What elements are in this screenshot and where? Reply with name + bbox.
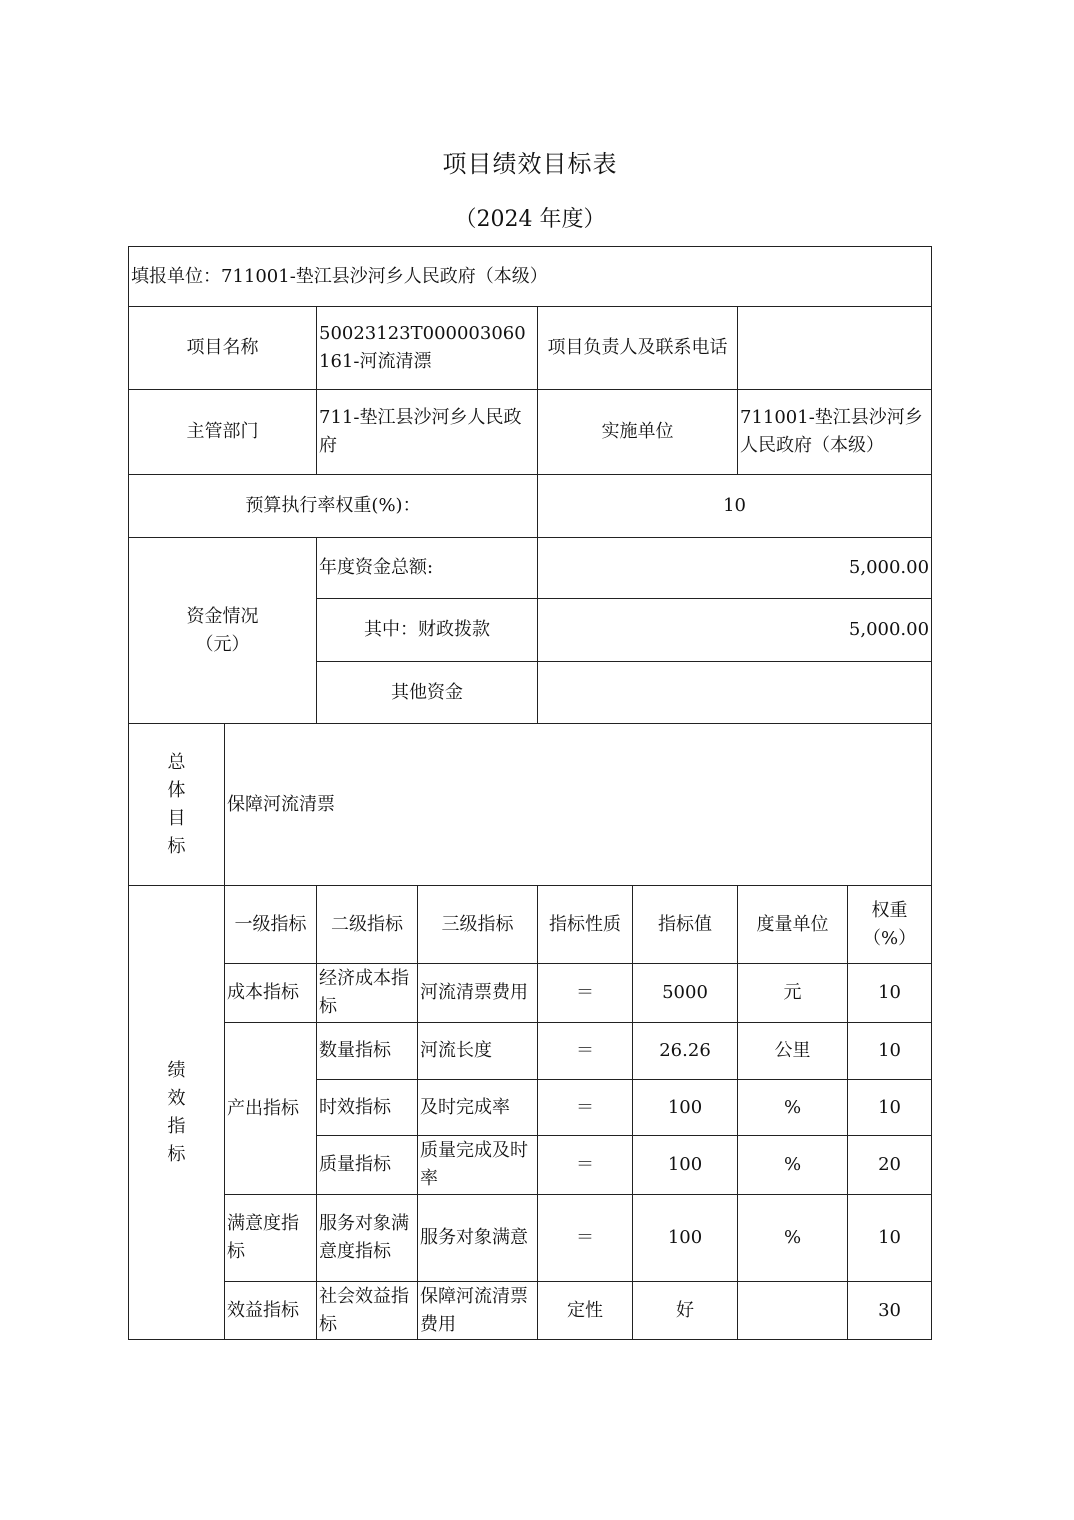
budget-weight-label: 预算执行率权重(%)： bbox=[129, 475, 538, 538]
funds-other-value bbox=[538, 662, 932, 724]
cell-unit bbox=[738, 1282, 848, 1340]
budget-weight-value: 10 bbox=[538, 475, 932, 538]
funds-other-label: 其他资金 bbox=[317, 662, 538, 724]
cell-level2: 时效指标 bbox=[317, 1080, 418, 1136]
cell-level3: 服务对象满意 bbox=[418, 1195, 538, 1282]
cell-weight: 20 bbox=[848, 1136, 932, 1195]
cell-value: 好 bbox=[633, 1282, 738, 1340]
impl-label: 实施单位 bbox=[538, 390, 738, 475]
cell-level2: 质量指标 bbox=[317, 1136, 418, 1195]
cell-weight: 10 bbox=[848, 964, 932, 1023]
header-unit: 度量单位 bbox=[738, 886, 848, 964]
project-row bbox=[129, 307, 932, 390]
dept-row bbox=[129, 390, 932, 475]
cell-level1: 成本指标 bbox=[225, 964, 317, 1023]
budget-weight-row bbox=[129, 475, 932, 538]
indicator-header-row bbox=[129, 886, 932, 964]
table-row bbox=[129, 964, 932, 1023]
cell-weight: 10 bbox=[848, 1023, 932, 1080]
overall-goal-row bbox=[129, 724, 932, 886]
funds-label: 资金情况（元） bbox=[129, 538, 317, 724]
cell-unit: % bbox=[738, 1195, 848, 1282]
table-row bbox=[129, 1282, 932, 1340]
unit-row bbox=[129, 247, 932, 307]
table-row bbox=[129, 1195, 932, 1282]
cell-weight: 10 bbox=[848, 1195, 932, 1282]
cell-weight: 10 bbox=[848, 1080, 932, 1136]
header-weight: 权重（%） bbox=[848, 886, 932, 964]
header-value: 指标值 bbox=[633, 886, 738, 964]
perf-label: 绩效指标 bbox=[129, 886, 225, 1340]
cell-value: 100 bbox=[633, 1195, 738, 1282]
header-level2: 二级指标 bbox=[317, 886, 418, 964]
page-title: 项目绩效目标表 bbox=[442, 150, 618, 178]
overall-goal-value: 保障河流清票 bbox=[225, 724, 932, 886]
cell-unit: % bbox=[738, 1080, 848, 1136]
cell-nature: ＝ bbox=[538, 1195, 633, 1282]
cell-value: 100 bbox=[633, 1136, 738, 1195]
cell-nature: ＝ bbox=[538, 964, 633, 1023]
impl-value: 711001-垫江县沙河乡人民政府（本级） bbox=[738, 390, 932, 475]
contact-label: 项目负责人及联系电话 bbox=[538, 307, 738, 390]
cell-level2: 经济成本指标 bbox=[317, 964, 418, 1023]
cell-level3: 河流清票费用 bbox=[418, 964, 538, 1023]
cell-weight: 30 bbox=[848, 1282, 932, 1340]
dept-value: 711-垫江县沙河乡人民政府 bbox=[317, 390, 538, 475]
cell-unit: 公里 bbox=[738, 1023, 848, 1080]
cell-level1: 满意度指标 bbox=[225, 1195, 317, 1282]
dept-label: 主管部门 bbox=[129, 390, 317, 475]
cell-level2: 数量指标 bbox=[317, 1023, 418, 1080]
cell-value: 5000 bbox=[633, 964, 738, 1023]
cell-nature: ＝ bbox=[538, 1136, 633, 1195]
cell-unit: % bbox=[738, 1136, 848, 1195]
cell-nature: 定性 bbox=[538, 1282, 633, 1340]
cell-value: 26.26 bbox=[633, 1023, 738, 1080]
funds-total-value: 5,000.00 bbox=[538, 538, 932, 599]
cell-level1: 效益指标 bbox=[225, 1282, 317, 1340]
reporting-unit: 填报单位：711001-垫江县沙河乡人民政府（本级） bbox=[129, 247, 932, 307]
header-level3: 三级指标 bbox=[418, 886, 538, 964]
funds-fiscal-label: 其中：财政拨款 bbox=[317, 599, 538, 662]
project-name-label: 项目名称 bbox=[129, 307, 317, 390]
funds-total-label: 年度资金总额: bbox=[317, 538, 538, 599]
header-level1: 一级指标 bbox=[225, 886, 317, 964]
cell-unit: 元 bbox=[738, 964, 848, 1023]
header-nature: 指标性质 bbox=[538, 886, 633, 964]
cell-value: 100 bbox=[633, 1080, 738, 1136]
page-subtitle: （2024 年度） bbox=[454, 207, 606, 232]
cell-level2: 社会效益指标 bbox=[317, 1282, 418, 1340]
cell-level3: 及时完成率 bbox=[418, 1080, 538, 1136]
performance-target-table bbox=[128, 246, 932, 1340]
funds-fiscal-value: 5,000.00 bbox=[538, 599, 932, 662]
cell-nature: ＝ bbox=[538, 1023, 633, 1080]
cell-nature: ＝ bbox=[538, 1080, 633, 1136]
cell-level2: 服务对象满意度指标 bbox=[317, 1195, 418, 1282]
cell-level3: 保障河流清票费用 bbox=[418, 1282, 538, 1340]
funds-total-row bbox=[129, 538, 932, 599]
table-row bbox=[129, 1023, 932, 1080]
overall-goal-label: 总体目标 bbox=[129, 724, 225, 886]
project-name-value: 50023123T000003060161-河流清漂 bbox=[317, 307, 538, 390]
cell-level1: 产出指标 bbox=[225, 1023, 317, 1195]
cell-level3: 河流长度 bbox=[418, 1023, 538, 1080]
contact-value bbox=[738, 307, 932, 390]
cell-level3: 质量完成及时率 bbox=[418, 1136, 538, 1195]
